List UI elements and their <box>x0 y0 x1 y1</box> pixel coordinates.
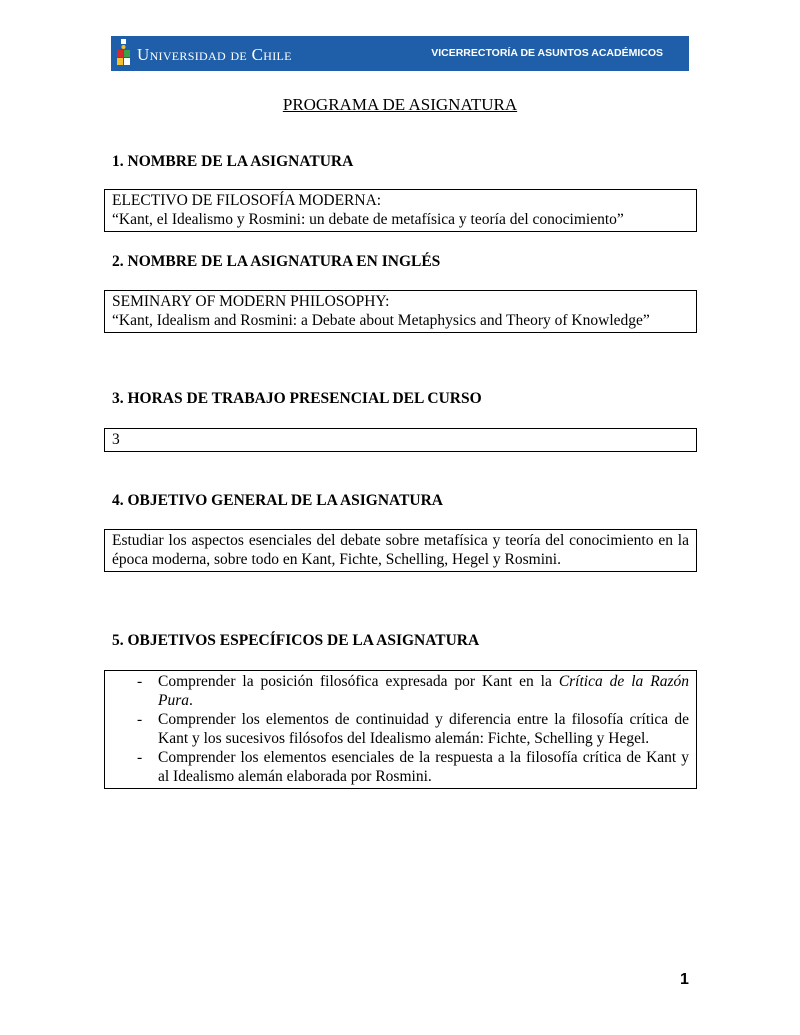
list-item <box>112 710 689 748</box>
objective-1-text: Comprender la posición filosófica expresada por Kant en la <box>158 673 559 690</box>
document-title: PROGRAMA DE ASIGNATURA <box>282 95 518 114</box>
bullet-dash: - <box>137 711 143 728</box>
section-1-heading: 1. NOMBRE DE LA ASIGNATURA <box>112 153 354 170</box>
bullet-dash: - <box>137 749 143 766</box>
section-2-line1: SEMINARY OF MODERN PHILOSOPHY: <box>112 293 390 310</box>
page-number: 1 <box>680 971 689 988</box>
section-2-line2: “Kant, Idealism and Rosmini: a Debate about Metaphysics and Theory of Knowledge” <box>112 312 650 329</box>
section-4-box <box>104 529 697 572</box>
header-banner <box>111 36 689 71</box>
objective-1-work-title: Crítica de la Razón Pura <box>158 673 690 709</box>
section-1-line1: ELECTIVO DE FILOSOFÍA MODERNA: <box>112 192 382 209</box>
section-2-box <box>104 290 697 333</box>
section-5-heading: 5. OBJETIVOS ESPECÍFICOS DE LA ASIGNATURA <box>112 632 480 649</box>
section-4-heading: 4. OBJETIVO GENERAL DE LA ASIGNATURA <box>112 492 444 509</box>
list-item <box>112 748 689 786</box>
section-3-box <box>104 428 697 452</box>
section-3-heading: 3. HORAS DE TRABAJO PRESENCIAL DEL CURSO <box>112 390 482 407</box>
objective-2-text: Comprender los elementos de continuidad y diferencia entre la filosofía crítica de Kant y los sucesivos filósofos del Idealismo alemán: Fichte, Schelling y Hegel. <box>158 711 689 747</box>
vicerrectoria-label: VICERRECTORÍA DE ASUNTOS ACADÉMICOS <box>431 47 663 59</box>
university-crest-icon <box>116 39 131 68</box>
university-name: Universidad de Chile <box>137 45 292 64</box>
section-1-line2: “Kant, el Idealismo y Rosmini: un debate de metafísica y teoría del conocimiento” <box>112 211 624 228</box>
objective-1-end: . <box>189 692 193 709</box>
bullet-dash: - <box>137 673 143 690</box>
objectives-list <box>112 672 689 786</box>
section-2-heading: 2. NOMBRE DE LA ASIGNATURA EN INGLÉS <box>112 253 441 270</box>
objective-3-text: Comprender los elementos esenciales de la respuesta a la filosofía crítica de Kant y al Idealismo alemán elaborada por Rosmini. <box>158 749 689 785</box>
section-5-box <box>104 670 697 789</box>
section-3-value: 3 <box>112 431 120 448</box>
section-1-box <box>104 189 697 232</box>
list-item <box>112 672 689 710</box>
section-4-text: Estudiar los aspectos esenciales del debate sobre metafísica y teoría del conocimiento en la época moderna, sobre todo en Kant, Fichte, Schelling, Hegel y Rosmini. <box>112 532 689 568</box>
